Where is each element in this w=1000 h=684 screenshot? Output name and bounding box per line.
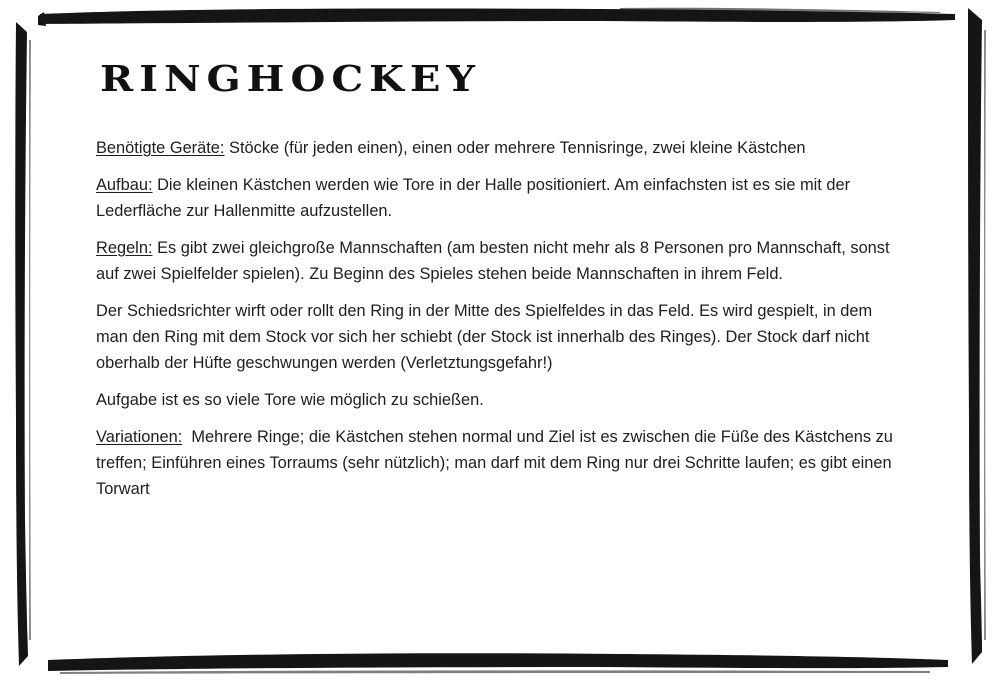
frame-right-stroke: [968, 8, 982, 664]
section-label: Regeln:: [96, 239, 153, 257]
section-variations: [96, 424, 904, 502]
frame-bottom-stroke: [48, 653, 948, 671]
section-goal: [96, 387, 904, 413]
section-text: Mehrere Ringe; die Kästchen stehen normal und Ziel ist es zwischen die Füße des Kästchens zu treffen; Einführen eines Torraums (sehr nützlich); man darf mit dem Ring nur drei Schritte laufen; es gibt einen Torwart: [96, 428, 893, 498]
section-text: Der Schiedsrichter wirft oder rollt den Ring in der Mitte des Spielfeldes in das Feld. Es wird gespielt, in dem man den Ring mit dem Stock vor sich her schiebt (der Stock ist innerhalb des Ringes). Der Stock darf nicht oberhalb der Hüfte geschwungen werden (Verletztungsgefahr!): [96, 302, 873, 372]
section-label: Variationen:: [96, 428, 183, 446]
section-text: Es gibt zwei gleichgroße Mannschaften (am besten nicht mehr als 8 Personen pro Mannschaft, sonst auf zwei Spielfelder spielen). Zu Beginn des Spieles stehen beide Mannschaften in ihrem Feld.: [96, 239, 890, 283]
section-equipment: [96, 135, 904, 161]
page-title: RINGHOCKEY: [100, 58, 481, 100]
section-label: Benötigte Geräte:: [96, 139, 225, 157]
section-text: Aufgabe ist es so viele Tore wie möglich zu schießen.: [96, 391, 484, 409]
frame-left-stroke: [15, 22, 28, 666]
section-rules: [96, 235, 904, 287]
document-body: [96, 135, 904, 513]
section-label: Aufbau:: [96, 176, 153, 194]
section-gameplay: [96, 298, 904, 376]
section-setup: [96, 172, 904, 224]
section-text: Die kleinen Kästchen werden wie Tore in der Halle positioniert. Am einfachsten ist es sie mit der Lederfläche zur Hallenmitte aufzustellen.: [96, 176, 851, 220]
section-text: Stöcke (für jeden einen), einen oder mehrere Tennisringe, zwei kleine Kästchen: [229, 139, 806, 157]
